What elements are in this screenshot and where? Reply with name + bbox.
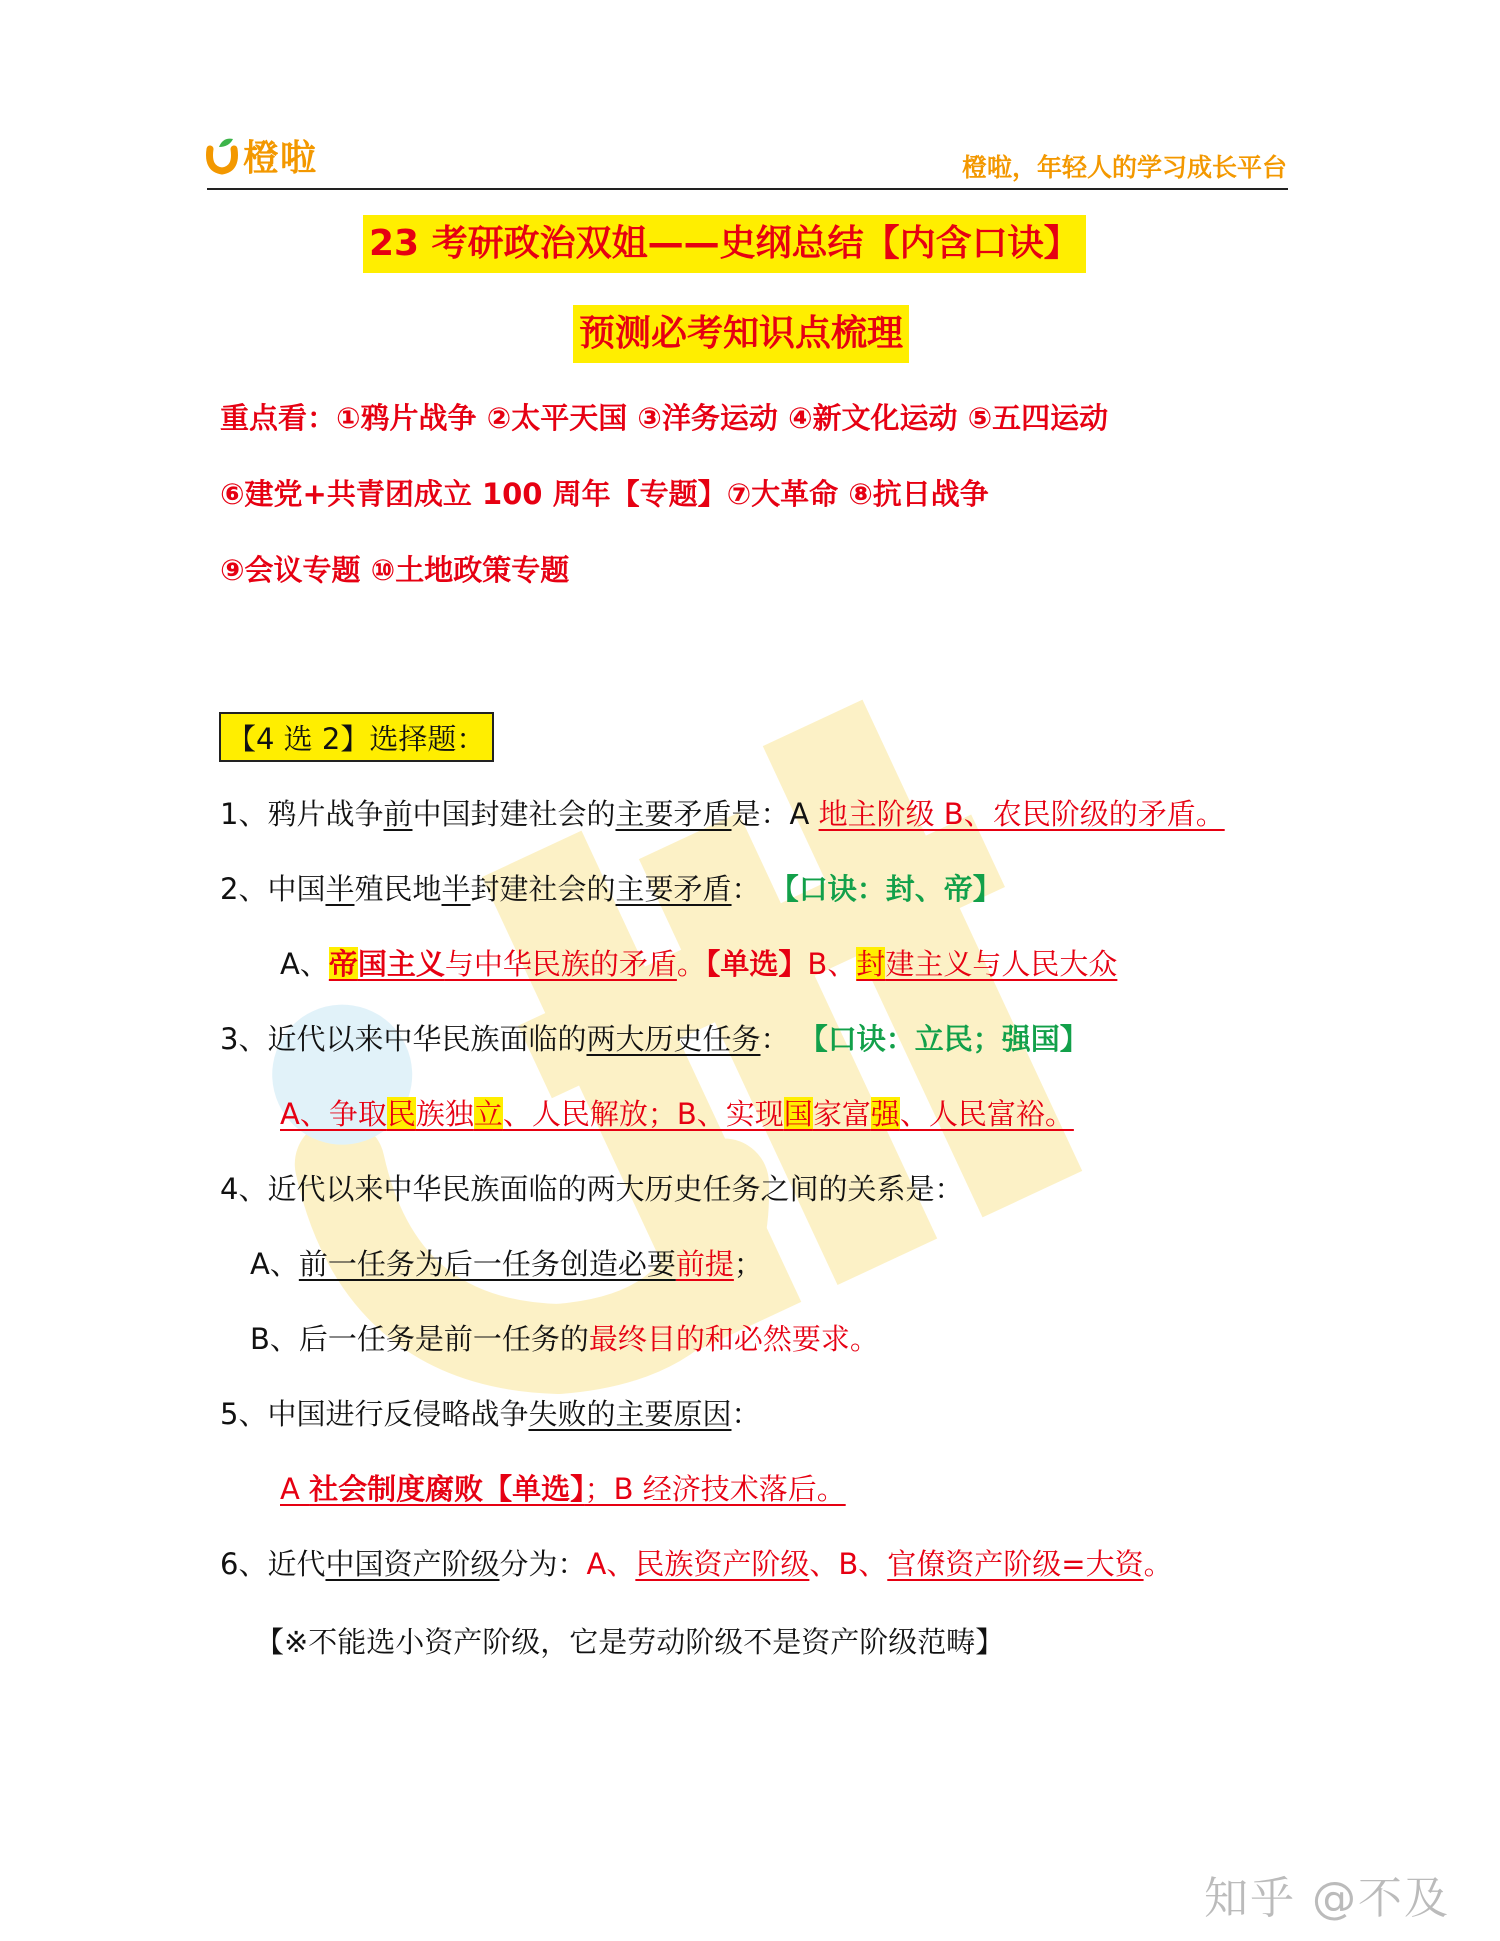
answer-3: A、争取民族独立、人民解放；B、实现国家富强、人民富裕。 — [280, 1097, 1074, 1131]
slogan: 橙啦，年轻人的学习成长平台 — [961, 153, 1287, 182]
question-3: 3、近代以来中华民族面临的两大历史任务： 【口诀：立民；强国】 — [220, 1022, 1089, 1056]
header-divider — [207, 188, 1288, 190]
question-5: 5、中国进行反侵略战争失败的主要原因： — [220, 1397, 761, 1431]
zhihu-watermark: 知乎 @不及 — [1204, 1873, 1450, 1924]
answer-5: A 社会制度腐败【单选】；B 经济技术落后。 — [280, 1472, 846, 1506]
question-4: 4、近代以来中华民族面临的两大历史任务之间的关系是： — [220, 1172, 964, 1206]
brand-logo — [205, 130, 317, 180]
note-6: 【※不能选小资产阶级，它是劳动阶级不是资产阶级范畴】 — [255, 1625, 1005, 1659]
key-points-line-3: ⑨会议专题 ⑩土地政策专题 — [220, 553, 570, 587]
key-points-line-1: 重点看：①鸦片战争 ②太平天国 ③洋务运动 ④新文化运动 ⑤五四运动 — [220, 401, 1109, 435]
logo-text: 橙啦 — [243, 137, 318, 179]
question-1: 1、鸦片战争前中国封建社会的主要矛盾是：A 地主阶级 B、农民阶级的矛盾。 — [220, 797, 1225, 831]
key-points-line-2: ⑥建党+共青团成立 100 周年【专题】⑦大革命 ⑧抗日战争 — [220, 477, 989, 511]
mnemonic-3: 【口诀：立民；强国】 — [798, 1022, 1089, 1056]
answer-2: A、帝国主义与中华民族的矛盾。【单选】B、封建主义与人民大众 — [280, 947, 1118, 981]
answer-1: 地主阶级 B、农民阶级的矛盾。 — [818, 797, 1225, 831]
answer-4a: A、前一任务为后一任务创造必要前提； — [250, 1247, 763, 1281]
question-6: 6、近代中国资产阶级分为：A、民族资产阶级、B、官僚资产阶级=大资。 — [220, 1547, 1173, 1581]
sub-title: 预测必考知识点梳理 — [573, 305, 909, 363]
mnemonic-2: 【口诀：封、帝】 — [769, 872, 1002, 906]
question-2: 2、中国半殖民地半封建社会的主要矛盾： 【口诀：封、帝】 — [220, 872, 1002, 906]
logo-mark-icon — [205, 135, 239, 175]
main-title: 23 考研政治双姐——史纲总结【内含口诀】 — [363, 215, 1086, 273]
answer-4b: B、后一任务是前一任务的最终目的和必然要求。 — [250, 1322, 879, 1356]
section-label: 【4 选 2】选择题： — [219, 712, 494, 762]
